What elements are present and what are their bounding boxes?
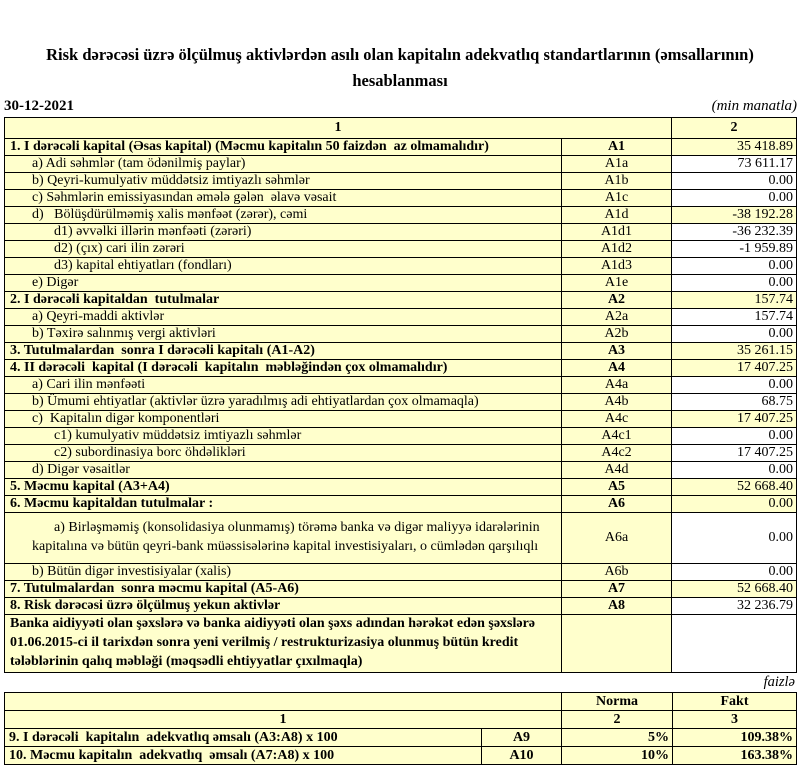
row-code: A2 xyxy=(562,292,672,309)
row-label: c) Kapitalın digər komponentləri xyxy=(5,411,562,428)
table-row xyxy=(5,190,797,207)
row-code: A1d xyxy=(562,207,672,224)
row-code: A1d2 xyxy=(562,241,672,258)
column-header-1: 1 xyxy=(5,118,672,139)
fakt-header: Fakt xyxy=(673,693,797,711)
table-row xyxy=(5,581,797,598)
table-row xyxy=(5,292,797,309)
row-label: c2) subordinasiya borc öhdəlikləri xyxy=(5,445,562,462)
row-label: 9. I dərəcəli kapitalın adekvatlıq əmsalı (A3:A8) x 100 xyxy=(5,729,482,747)
meta-row xyxy=(4,98,797,115)
column-header-2: 2 xyxy=(672,118,797,139)
row-code: A2b xyxy=(562,326,672,343)
row-value: 157.74 xyxy=(672,309,797,326)
table-row xyxy=(5,496,797,513)
row-value: 17 407.25 xyxy=(672,360,797,377)
table-row xyxy=(5,513,797,564)
row-label: a) Birləşməmiş (konsolidasiya olunmamış) törəmə banka və digər maliyyə idarələrinin kapitalına və bütün qeyri-bank müəssisələrinə kapital investisiyaları, o cümlədən qarşılıqlı xyxy=(5,513,562,564)
row-code: A3 xyxy=(562,343,672,360)
row-code: A1d3 xyxy=(562,258,672,275)
table-row xyxy=(5,139,797,156)
report-date: 30-12-2021 xyxy=(4,98,74,114)
row-code: A6b xyxy=(562,564,672,581)
norma-header: Norma xyxy=(562,693,673,711)
row-label: b) Ümumi ehtiyatlar (aktivlər üzrə yaradılmış adi ehtiyatlardan çox olmamaqla) xyxy=(5,394,562,411)
row-label: 10. Məcmu kapitalın adekvatlıq əmsalı (A7:A8) x 100 xyxy=(5,747,482,765)
row-label: a) Adi səhmlər (tam ödənilmiş paylar) xyxy=(5,156,562,173)
row-label: d2) (çıx) cari ilin zərəri xyxy=(5,241,562,258)
norma-value: 5% xyxy=(562,729,673,747)
column-number-3: 3 xyxy=(673,711,797,729)
row-value xyxy=(672,615,797,673)
row-value: 35 261.15 xyxy=(672,343,797,360)
row-code: A9 xyxy=(482,729,562,747)
row-label: c) Səhmlərin emissiyasından əmələ gələn əlavə vəsait xyxy=(5,190,562,207)
table-row xyxy=(5,377,797,394)
table-row xyxy=(5,156,797,173)
row-code: A10 xyxy=(482,747,562,765)
report-title xyxy=(0,0,800,94)
row-code: A4c xyxy=(562,411,672,428)
empty-header-cell xyxy=(5,693,562,711)
column-number-2: 2 xyxy=(562,711,673,729)
capital-table-header-row xyxy=(5,118,797,139)
table-row xyxy=(5,360,797,377)
row-value: 157.74 xyxy=(672,292,797,309)
row-code: A1b xyxy=(562,173,672,190)
row-value: -1 959.89 xyxy=(672,241,797,258)
capital-table xyxy=(4,117,797,673)
row-code: A6a xyxy=(562,513,672,564)
row-code: A7 xyxy=(562,581,672,598)
row-label: 2. I dərəcəli kapitaldan tutulmalar xyxy=(5,292,562,309)
row-code: A1 xyxy=(562,139,672,156)
table-row xyxy=(5,343,797,360)
report-title-line1: Risk dərəcəsi üzrə ölçülmuş aktivlərdən asılı olan kapitalın adekvatlıq standartlarının (əmsallarının) xyxy=(46,45,754,64)
norma-value: 10% xyxy=(562,747,673,765)
table-row xyxy=(5,564,797,581)
row-value: 0.00 xyxy=(672,190,797,207)
adequacy-number-row xyxy=(5,711,797,729)
table-row xyxy=(5,309,797,326)
row-label: d) Digər vəsaitlər xyxy=(5,462,562,479)
table-row xyxy=(5,224,797,241)
row-label: 3. Tutulmalardan sonra I dərəcəli kapitalı (A1-A2) xyxy=(5,343,562,360)
row-value: 0.00 xyxy=(672,496,797,513)
row-code: A8 xyxy=(562,598,672,615)
row-value: -36 232.39 xyxy=(672,224,797,241)
table-row xyxy=(5,729,797,747)
row-value: 17 407.25 xyxy=(672,445,797,462)
row-code: A4a xyxy=(562,377,672,394)
row-code: A1a xyxy=(562,156,672,173)
table-row xyxy=(5,207,797,224)
row-value: 0.00 xyxy=(672,173,797,190)
table-row xyxy=(5,241,797,258)
row-label: d) Bölüşdürülməmiş xalis mənfəət (zərər), cəmi xyxy=(5,207,562,224)
row-value: 73 611.17 xyxy=(672,156,797,173)
row-label: a) Cari ilin mənfəəti xyxy=(5,377,562,394)
row-value: 52 668.40 xyxy=(672,479,797,496)
capital-table-body xyxy=(5,139,797,673)
column-number-1: 1 xyxy=(5,711,562,729)
row-value: 68.75 xyxy=(672,394,797,411)
table-row xyxy=(5,462,797,479)
row-value: 0.00 xyxy=(672,428,797,445)
row-code: A4 xyxy=(562,360,672,377)
row-label: b) Təxirə salınmış vergi aktivləri xyxy=(5,326,562,343)
row-label: a) Qeyri-maddi aktivlər xyxy=(5,309,562,326)
row-value: 0.00 xyxy=(672,275,797,292)
row-value: 0.00 xyxy=(672,564,797,581)
row-value: 0.00 xyxy=(672,377,797,394)
table-row xyxy=(5,326,797,343)
row-label: c1) kumulyativ müddətsiz imtiyazlı səhmlər xyxy=(5,428,562,445)
row-value: 0.00 xyxy=(672,258,797,275)
row-label: 8. Risk dərəcəsi üzrə ölçülmuş yekun aktivlər xyxy=(5,598,562,615)
fakt-value: 163.38% xyxy=(673,747,797,765)
row-code: A4c2 xyxy=(562,445,672,462)
table-row xyxy=(5,479,797,496)
table-row xyxy=(5,428,797,445)
row-code xyxy=(562,615,672,673)
unit-note: (min manatla) xyxy=(711,98,797,114)
row-label: 6. Məcmu kapitaldan tutulmalar : xyxy=(5,496,562,513)
row-code: A1c xyxy=(562,190,672,207)
row-label: d1) əvvəlki illərin mənfəəti (zərəri) xyxy=(5,224,562,241)
report-title-line2: hesablanması xyxy=(352,71,448,90)
adequacy-header-row xyxy=(5,693,797,711)
row-code: A1e xyxy=(562,275,672,292)
table-row xyxy=(5,747,797,765)
row-value: -38 192.28 xyxy=(672,207,797,224)
row-code: A5 xyxy=(562,479,672,496)
row-label: b) Qeyri-kumulyativ müddətsiz imtiyazlı səhmlər xyxy=(5,173,562,190)
table-row xyxy=(5,615,797,673)
row-code: A4c1 xyxy=(562,428,672,445)
table-row xyxy=(5,275,797,292)
row-value: 32 236.79 xyxy=(672,598,797,615)
row-value: 35 418.89 xyxy=(672,139,797,156)
row-code: A6 xyxy=(562,496,672,513)
row-label: 1. I dərəcəli kapital (Əsas kapital) (Məcmu kapitalın 50 faizdən az olmamalıdır) xyxy=(5,139,562,156)
row-code: A4b xyxy=(562,394,672,411)
row-value: 0.00 xyxy=(672,326,797,343)
table-row xyxy=(5,258,797,275)
fakt-value: 109.38% xyxy=(673,729,797,747)
adequacy-table xyxy=(4,692,797,765)
row-value: 52 668.40 xyxy=(672,581,797,598)
row-value: 0.00 xyxy=(672,513,797,564)
table-row xyxy=(5,394,797,411)
row-label: Banka aidiyyəti olan şəxslərə və banka aidiyyəti olan şəxs adından hərəkət edən şəxslərə 01.06.2015-ci il tarixdən sonra yeni verilmiş / restrukturizasiya olunmuş bütün kredit tələblərinin qalıq məbləği (məqsədli ehtiyyatlar çıxılmaqla) xyxy=(5,615,562,673)
percent-note: faizlə xyxy=(763,674,795,690)
row-label: b) Bütün digər investisiyalar (xalis) xyxy=(5,564,562,581)
row-label: 4. II dərəcəli kapital (I dərəcəli kapitalın məbləğindən çox olmamalıdır) xyxy=(5,360,562,377)
row-code: A4d xyxy=(562,462,672,479)
row-code: A1d1 xyxy=(562,224,672,241)
table-row xyxy=(5,411,797,428)
row-label: e) Digər xyxy=(5,275,562,292)
row-label: d3) kapital ehtiyatları (fondları) xyxy=(5,258,562,275)
table-row xyxy=(5,598,797,615)
row-value: 17 407.25 xyxy=(672,411,797,428)
table-row xyxy=(5,173,797,190)
table-row xyxy=(5,445,797,462)
row-label: 7. Tutulmalardan sonra məcmu kapital (A5-A6) xyxy=(5,581,562,598)
row-label: 5. Məcmu kapital (A3+A4) xyxy=(5,479,562,496)
row-code: A2a xyxy=(562,309,672,326)
row-value: 0.00 xyxy=(672,462,797,479)
